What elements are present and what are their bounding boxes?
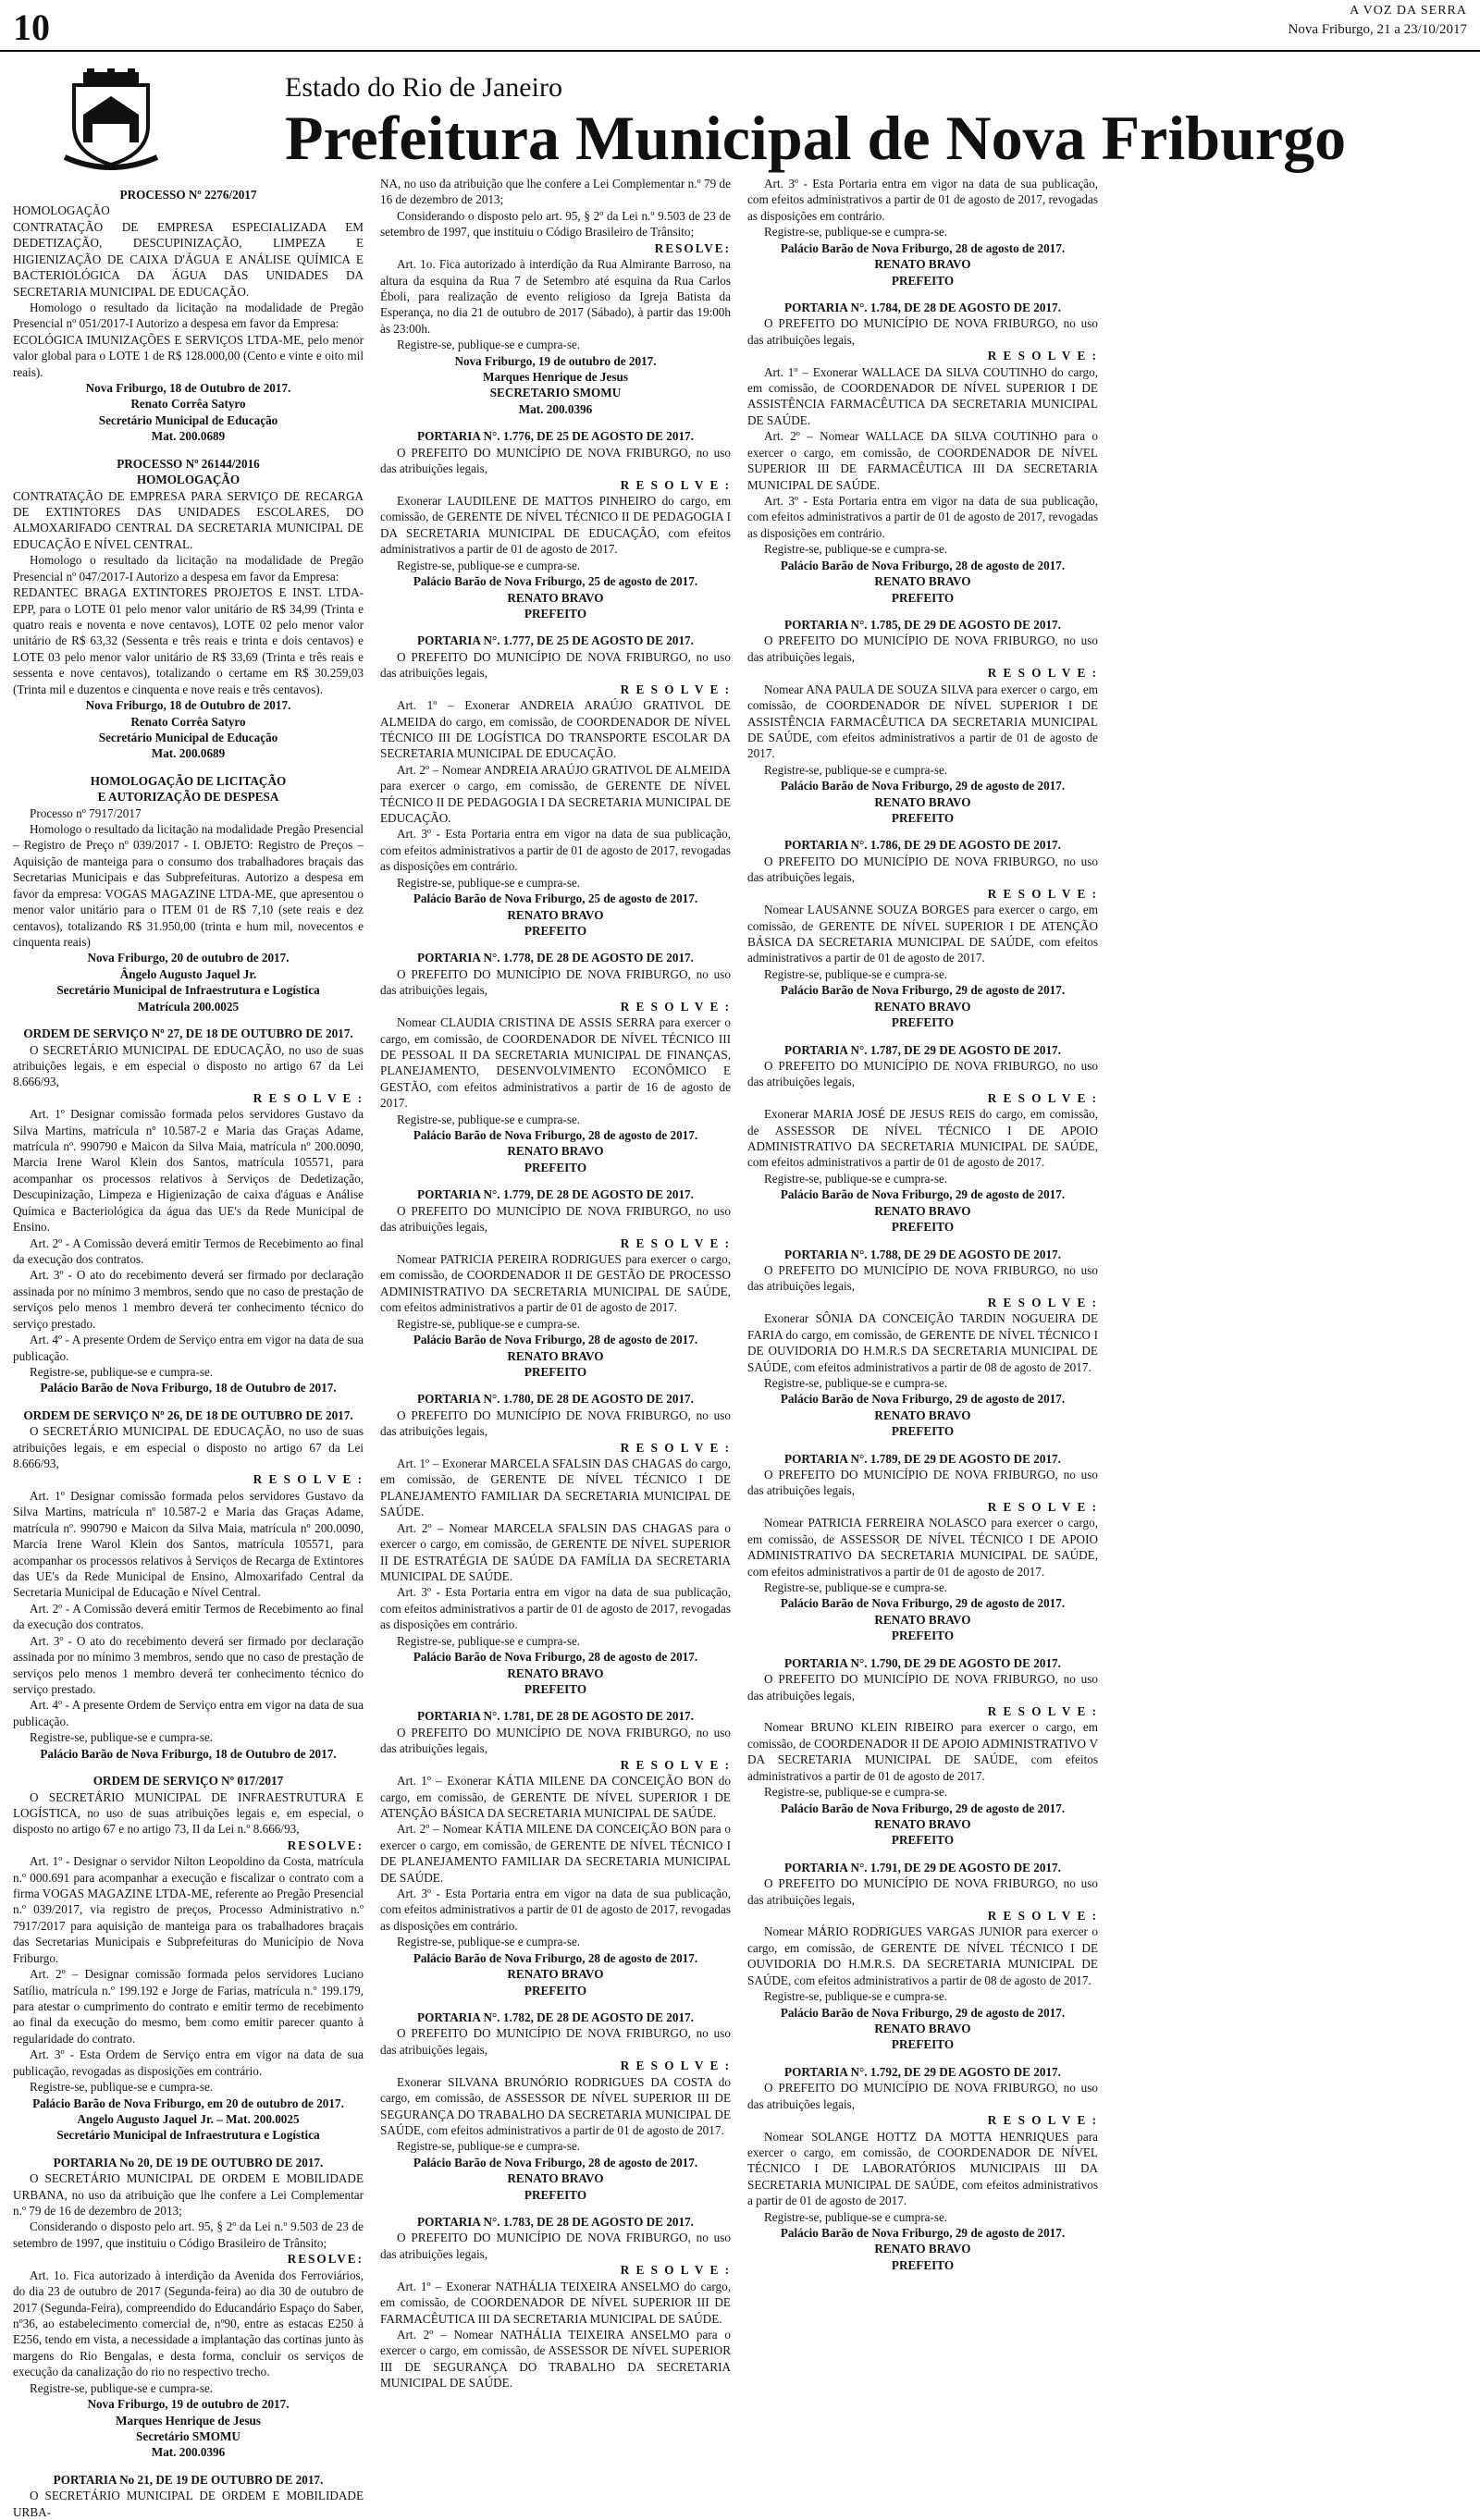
page-header	[0, 0, 1480, 52]
signature-line: RENATO BRAVO	[874, 1816, 971, 1831]
signature-line: Secretário Municipal de Educação	[98, 412, 278, 427]
section-heading: ORDEM DE SERVIÇO Nº 26, DE 18 DE OUTUBRO DE 2017.	[23, 1408, 353, 1422]
signature-line: PREFEITO	[524, 1983, 587, 1998]
section-heading: PORTARIA N°. 1.789, DE 29 DE AGOSTO DE 2017.	[784, 1451, 1061, 1466]
signature-line: PREFEITO	[524, 1681, 587, 1696]
paragraph: Art. 3º - Esta Portaria entra em vigor na data de sua publicação, com efeitos administrativos a partir de 01 de agosto de 2017, revogadas as disposições em contrário.	[380, 827, 731, 874]
resolve-line: R E S O L V E :	[987, 886, 1098, 901]
columns	[13, 176, 1467, 2519]
section-heading: PORTARIA N°. 1.784, DE 28 DE AGOSTO DE 2017.	[784, 300, 1061, 314]
paragraph: Registre-se, publique-se e cumpra-se.	[397, 875, 581, 890]
paragraph: Registre-se, publique-se e cumpra-se.	[764, 542, 948, 557]
paragraph: Art. 1º – Exonerar KÁTIA MILENE DA CONCEIÇÃO BON do cargo, em comissão, de GERENTE DE NÍVEL SUPERIOR I DE ATENÇÃO BÁSICA DA SECRETARIA MUNICIPAL DE SAÚDE.	[380, 1774, 731, 1820]
paragraph: Art. 2º – Nomear MARCELA SFALSIN DAS CHAGAS para o exercer o cargo, em comissão, de GERENTE DE NÍVEL SUPERIOR II DE ESTRATÉGIA DE SAÚDE DA FAMÍLIA DA SECRETARIA MUNICIPAL DE SAÚDE.	[380, 1520, 731, 1584]
paragraph: Nomear BRUNO KLEIN RIBEIRO para exercer o cargo, em comissão, de COORDENADOR II DE APOIO ADMINISTRATIVO V DA SECRETARIA MUNICIPAL DE SAÚDE, com efeitos administrativos a partir de 01 de agosto de 2017.	[747, 1720, 1098, 1783]
resolve-line: RESOLVE:	[287, 1838, 364, 1852]
signature-line: RENATO BRAVO	[874, 257, 971, 272]
paragraph: CONTRATAÇÃO DE EMPRESA ESPECIALIZADA EM DEDETIZAÇÃO, DESCUPINIZAÇÃO, LIMPEZA E HIGIENIZAÇÃO DE CAIXA D'ÁGUA E ANÁLISE QUÍMICA E BACTERIOLÓGICA DA ÁGUA DAS UNIDADES DA SECRETARIA MUNICIPAL DE EDUCAÇÃO.	[13, 219, 364, 299]
section-heading: PORTARIA No 21, DE 19 DE OUTUBRO DE 2017.	[53, 2472, 324, 2487]
signature-line: Palácio Barão de Nova Friburgo, 29 de agosto de 2017.	[780, 1392, 1066, 1407]
section-heading: PORTARIA N°. 1.782, DE 28 DE AGOSTO DE 2017.	[417, 2010, 694, 2024]
paragraph: Homologo o resultado da licitação na modalidade Pregão Presencial – Registro de Preço nº 039/2017 - I. OBJETO: Registro de Preços – Aquisição de manteiga para o consumo dos trabalhadores braçais das Secretarias Municipais e das Subprefeituras. Autorizo a despesa em favor da empresa: VOGAS MAGAZINE LTDA-ME, que apresentou o menor valor unitário para o ITEM 01 de R$ 7,10 (sete reais e dez centavos), totalizando R$ 31.950,00 (trinta e hum mil, novecentos e cinquenta reais)	[13, 822, 364, 949]
paragraph: Registre-se, publique-se e cumpra-se.	[764, 1989, 948, 2004]
paragraph: Art. 2º – Nomear ANDREIA ARAÚJO GRATIVOL DE ALMEIDA para exercer o cargo, em comissão, de GERENTE DE NÍVEL TÉCNICO II DE PEDAGOGIA I DA SECRETARIA MUNICIPAL DE EDUCAÇÃO.	[380, 762, 731, 826]
signature-line: PREFEITO	[524, 1160, 587, 1174]
resolve-line: R E S O L V E :	[987, 2113, 1098, 2128]
paragraph: O SECRETÁRIO MUNICIPAL DE ORDEM E MOBILIDADE URBA-	[13, 2489, 364, 2519]
paragraph: Exonerar SILVANA BRUNÓRIO RODRIGUES DA COSTA do cargo, em comissão, de ASSESSOR DE NÍVEL SUPERIOR III DE SEGURANÇA DO TRABALHO DA SECRETARIA MUNICIPAL DE SAÚDE, com efeitos administrativos a partir de 01 de agosto de 2017.	[380, 2074, 731, 2137]
paragraph: Nomear ANA PAULA DE SOUZA SILVA para exercer o cargo, em comissão, de COORDENADOR DE NÍVEL SUPERIOR I DE ASSISTÊNCIA FARMACÊUTICA DA SECRETARIA MUNICIPAL DE SAÚDE, com efeitos administrativos a partir de 01 de agosto de 2017.	[747, 682, 1098, 761]
signature-line: Palácio Barão de Nova Friburgo, 29 de agosto de 2017.	[780, 1801, 1066, 1815]
paragraph: Art. 3º - Esta Ordem de Serviço entra em vigor na data de sua publicação, revogadas as disposições em contrário.	[13, 2047, 364, 2078]
paragraph: Art. 2º – Nomear NATHÁLIA TEIXEIRA ANSELMO para o exercer o cargo, em comissão, de ASSESSOR DE NÍVEL SUPERIOR III DE SEGURANÇA DO TRABALHO DA SECRETARIA MUNICIPAL DE SAÚDE.	[380, 2328, 731, 2391]
paragraph: O PREFEITO DO MUNICÍPIO DE NOVA FRIBURGO, no uso das atribuições legais,	[747, 1468, 1098, 1498]
resolve-line: RESOLVE:	[654, 240, 731, 255]
paragraph: Registre-se, publique-se e cumpra-se.	[764, 966, 948, 981]
paragraph: O PREFEITO DO MUNICÍPIO DE NOVA FRIBURGO, no uso das atribuições legais,	[380, 1203, 731, 1235]
paragraph: Exonerar SÔNIA DA CONCEIÇÃO TARDIN NOGUEIRA DE FARIA do cargo, em comissão, de GERENTE DE NÍVEL TÉCNICO I DE OUVIDORIA DO H.M.R.S DA SECRETARIA MUNICIPAL DE SAÚDE, com efeitos administrativos a partir de 08 de agosto de 2017.	[747, 1311, 1098, 1374]
section-heading: PORTARIA N°. 1.791, DE 29 DE AGOSTO DE 2017.	[784, 1860, 1061, 1875]
section-heading: PORTARIA N°. 1.786, DE 29 DE AGOSTO DE 2017.	[784, 838, 1061, 853]
signature-line: PREFEITO	[891, 1424, 955, 1439]
signature-line: Palácio Barão de Nova Friburgo, 28 de agosto de 2017.	[413, 1333, 698, 1347]
section-heading: PORTARIA N°. 1.776, DE 25 DE AGOSTO DE 2017.	[417, 429, 694, 444]
paragraph: Exonerar MARIA JOSÉ DE JESUS REIS do cargo, em comissão, de ASSESSOR DE NÍVEL TÉCNICO I DE APOIO ADMINISTRATIVO DA SECRETARIA MUNICIPAL DE SAÚDE, com efeitos administrativos a partir de 01 de agosto de 2017.	[747, 1107, 1098, 1170]
paragraph: Considerando o disposto pelo art. 95, § 2º da Lei n.º 9.503 de 23 de setembro de 1997, que instituiu o Código Brasileiro de Trânsito;	[13, 2219, 364, 2250]
paragraph: Registre-se, publique-se e cumpra-se.	[397, 558, 581, 572]
signature-line: Nova Friburgo, 19 de outubro de 2017.	[454, 353, 657, 368]
paragraph: O PREFEITO DO MUNICÍPIO DE NOVA FRIBURGO, no uso das atribuições legais,	[380, 966, 731, 998]
signature-line: Nova Friburgo, 20 de outubro de 2017.	[87, 951, 290, 965]
resolve-line: R E S O L V E :	[620, 1235, 731, 1250]
paragraph: Art. 3º - O ato do recebimento deverá ser firmado por declaração assinada por no mínimo 3 membros, sendo que no caso de prestação de serviços pelo menos 1 membro deverá ter conhecimento técnico do serviço prestado.	[13, 1633, 364, 1696]
section-heading: PORTARIA N°. 1.783, DE 28 DE AGOSTO DE 2017.	[417, 2215, 694, 2230]
paragraph: Art. 3º - Esta Portaria entra em vigor na data de sua publicação, com efeitos administrativos a partir de 01 de agosto de 2017, revogadas as disposições em contrário.	[380, 1585, 731, 1632]
signature-line: Angelo Augusto Jaquel Jr. – Mat. 200.0025	[77, 2111, 300, 2126]
paragraph: Art. 2º – Nomear WALLACE DA SILVA COUTINHO para o exercer o cargo, em comissão, de COORDENADOR DE NÍVEL SUPERIOR III DE FARMACÊUTICA III DA SECRETARIA MUNICIPAL DE SAÚDE.	[747, 429, 1098, 492]
paragraph: Processo nº 7917/2017	[30, 805, 142, 820]
section-heading: PORTARIA N°. 1.792, DE 29 DE AGOSTO DE 2017.	[784, 2064, 1061, 2079]
column-1	[13, 176, 364, 2519]
signature-line: Palácio Barão de Nova Friburgo, 29 de agosto de 2017.	[780, 983, 1066, 998]
paragraph: O PREFEITO DO MUNICÍPIO DE NOVA FRIBURGO, no uso das atribuições legais,	[747, 2081, 1098, 2111]
signature-line: RENATO BRAVO	[874, 2242, 971, 2256]
paragraph: Art. 2º – Nomear KÁTIA MILENE DA CONCEIÇÃO BON para o exercer o cargo, em comissão, de GERENTE DE NÍVEL TÉCNICO I DE PLANEJAMENTO FAMILIAR DA SECRETARIA MUNICIPAL DE SAÚDE.	[380, 1822, 731, 1885]
paragraph: O SECRETÁRIO MUNICIPAL DE INFRAESTRUTURA E LOGÍSTICA, no uso de suas atribuições legais e, em especial, o disposto no artigo 67 e no artigo 73, II da Lei n.º 8.666/93,	[13, 1789, 364, 1837]
signature-line: RENATO BRAVO	[874, 794, 971, 809]
paragraph: Nomear PATRICIA FERREIRA NOLASCO para exercer o cargo, em comissão, de ASSESSOR DE NÍVEL TÉCNICO I DE APOIO ADMINISTRATIVO DA SECRETARIA MUNICIPAL DE SAÚDE, com efeitos administrativos a partir de 01 de agosto de 2017.	[747, 1516, 1098, 1579]
paragraph: HOMOLOGAÇÃO	[13, 203, 110, 218]
resolve-line: R E S O L V E :	[253, 1090, 364, 1105]
column-3	[747, 176, 1098, 2395]
signature-line: Secretário SMOMU	[136, 2428, 240, 2443]
resolve-line: R E S O L V E :	[987, 666, 1098, 681]
paragraph: Art. 3º - Esta Portaria entra em vigor na data de sua publicação, com efeitos administrativos a partir de 01 de agosto de 2017, revogadas as disposições em contrário.	[747, 177, 1098, 223]
paragraph: Considerando o disposto pelo art. 95, § 2º da Lei n.º 9.503 de 23 de setembro de 1997, que instituiu o Código Brasileiro de Trânsito;	[380, 208, 731, 240]
paragraph: Registre-se, publique-se e cumpra-se.	[30, 2380, 214, 2395]
paragraph: O SECRETÁRIO MUNICIPAL DE EDUCAÇÃO, no uso de suas atribuições legais, e em especial o disposto no artigo 67 da Lei 8.666/93,	[13, 1424, 364, 1471]
signature-line: Palácio Barão de Nova Friburgo, em 20 de outubro de 2017.	[32, 2096, 344, 2110]
paragraph: Art. 1o. Fica autorizado à interdição da Avenida dos Ferroviários, do dia 23 de outubro de 2017 (Segunda-feira) ao dia 30 de outubro de 2017 (Segunda-Feira), compreendido do Educandário Espaço do Saber, nº36, ao estabelecimento comercial de, nº90, entre as estacas E250 à E256, tendo em vista, a necessidade a implantação das cortinas junto às margens do Rio Bengalas, e desta forma, concluir os serviços de execução da canalização do rio no respectivo trecho.	[13, 2268, 364, 2379]
signature-line: PREFEITO	[891, 273, 955, 288]
column-2	[380, 176, 731, 2395]
signature-line: RENATO BRAVO	[874, 999, 971, 1014]
resolve-line: R E S O L V E :	[620, 2263, 731, 2278]
masthead-title: Prefeitura Municipal de Nova Friburgo	[285, 103, 1347, 173]
paragraph: Art. 1º – Exonerar WALLACE DA SILVA COUTINHO do cargo, em comissão, de COORDENADOR DE NÍVEL SUPERIOR I DE ASSISTÊNCIA FARMACÊUTICA DA SECRETARIA MUNICIPAL DE SAÚDE.	[747, 364, 1098, 427]
paragraph: O PREFEITO DO MUNICÍPIO DE NOVA FRIBURGO, no uso das atribuições legais,	[747, 1058, 1098, 1089]
paragraph: Art. 4º - A presente Ordem de Serviço entra em vigor na data de sua publicação.	[13, 1333, 364, 1363]
signature-line: PREFEITO	[891, 1015, 955, 1030]
signature-line: RENATO BRAVO	[874, 1612, 971, 1627]
signature-line: RENATO BRAVO	[507, 1666, 604, 1680]
section-heading: PORTARIA N°. 1.779, DE 28 DE AGOSTO DE 2017.	[417, 1187, 694, 1202]
signature-line: Mat. 200.0689	[151, 746, 226, 761]
signature-line: Palácio Barão de Nova Friburgo, 28 de agosto de 2017.	[780, 240, 1066, 255]
resolve-line: R E S O L V E :	[987, 1295, 1098, 1309]
signature-line: Palácio Barão de Nova Friburgo, 28 de agosto de 2017.	[413, 2155, 698, 2170]
signature-line: PREFEITO	[891, 2257, 955, 2272]
resolve-line: R E S O L V E :	[620, 999, 731, 1014]
paragraph: Registre-se, publique-se e cumpra-se.	[764, 762, 948, 777]
paragraph: Nomear CLAUDIA CRISTINA DE ASSIS SERRA para exercer o cargo, em comissão, de COORDENADOR DE NÍVEL TÉCNICO III DE PESSOAL II DA SECRETARIA MUNICIPAL DE FINANÇAS, PLANEJAMENTO, DESENVOLVIMENTO ECONÔMICO E GESTÃO, com efeitos administrativos a partir de 16 de agosto de 2017.	[380, 1015, 731, 1111]
section-heading: PORTARIA N°. 1.781, DE 28 DE AGOSTO DE 2017.	[417, 1709, 694, 1724]
paragraph: O PREFEITO DO MUNICÍPIO DE NOVA FRIBURGO, no uso das atribuições legais,	[747, 633, 1098, 664]
signature-line: PREFEITO	[524, 1364, 587, 1379]
paragraph: O PREFEITO DO MUNICÍPIO DE NOVA FRIBURGO, no uso das atribuições legais,	[380, 1725, 731, 1756]
resolve-line: R E S O L V E :	[620, 1757, 731, 1772]
signature-line: Palácio Barão de Nova Friburgo, 28 de agosto de 2017.	[413, 1128, 698, 1143]
paragraph: Registre-se, publique-se e cumpra-se.	[30, 2080, 214, 2095]
page-number: 10	[13, 6, 50, 48]
signature-line: E AUTORIZAÇÃO DE DESPESA	[97, 790, 279, 805]
paragraph: O PREFEITO DO MUNICÍPIO DE NOVA FRIBURGO, no uso das atribuições legais,	[747, 1876, 1098, 1907]
resolve-line: R E S O L V E :	[253, 1472, 364, 1487]
paragraph: Registre-se, publique-se e cumpra-se.	[764, 225, 948, 240]
paragraph: Art. 1º – Exonerar ANDREIA ARAÚJO GRATIVOL DE ALMEIDA do cargo, em comissão, de COORDENADOR DE NÍVEL TÉCNICO III DE LOGÍSTICA DO TRANSPORTE ESCOLAR DA SECRETARIA MUNICIPAL DE EDUCAÇÃO.	[380, 698, 731, 761]
paragraph: Registre-se, publique-se e cumpra-se.	[764, 1375, 948, 1390]
paragraph: Registre-se, publique-se e cumpra-se.	[397, 1112, 581, 1126]
signature-line: PREFEITO	[891, 2037, 955, 2052]
signature-line: PREFEITO	[524, 2187, 587, 2202]
section-heading: PORTARIA N°. 1.777, DE 25 DE AGOSTO DE 2017.	[417, 633, 694, 648]
resolve-line: R E S O L V E :	[620, 682, 731, 696]
signature-line: Palácio Barão de Nova Friburgo, 29 de agosto de 2017.	[780, 1187, 1066, 1202]
signature-line: Palácio Barão de Nova Friburgo, 25 de agosto de 2017.	[413, 574, 698, 589]
paragraph: O PREFEITO DO MUNICÍPIO DE NOVA FRIBURGO, no uso das atribuições legais,	[380, 1408, 731, 1439]
paragraph: Registre-se, publique-se e cumpra-se.	[764, 2209, 948, 2224]
paragraph: Art. 4º - A presente Ordem de Serviço entra em vigor na data de sua publicação.	[13, 1698, 364, 1728]
signature-line: Nova Friburgo, 18 de Outubro de 2017.	[85, 381, 291, 396]
signature-line: Secretário Municipal de Educação	[98, 730, 278, 744]
signature-line: PREFEITO	[891, 1833, 955, 1848]
signature-line: Nova Friburgo, 18 de Outubro de 2017.	[85, 698, 291, 713]
paragraph: Registre-se, publique-se e cumpra-se.	[764, 1580, 948, 1595]
paragraph: O PREFEITO DO MUNICÍPIO DE NOVA FRIBURGO, no uso das atribuições legais,	[747, 316, 1098, 347]
dateline: Nova Friburgo, 21 a 23/10/2017	[1288, 22, 1467, 37]
paragraph: Art. 3º - Esta Portaria entra em vigor na data de sua publicação, com efeitos administrativos a partir de 01 de agosto de 2017, revogadas as disposições em contrário.	[380, 1887, 731, 1933]
signature-line: HOMOLOGAÇÃO	[136, 473, 240, 487]
signature-line: RENATO BRAVO	[507, 1144, 604, 1159]
paragraph: Registre-se, publique-se e cumpra-se.	[30, 1364, 214, 1379]
paragraph: Registre-se, publique-se e cumpra-se.	[397, 1633, 581, 1648]
section-heading: PORTARIA N°. 1.780, DE 28 DE AGOSTO DE 2017.	[417, 1392, 694, 1407]
signature-line: Mat. 200.0689	[151, 429, 226, 444]
signature-line: Renato Corrêa Satyro	[130, 397, 246, 412]
state-name: Estado do Rio de Janeiro	[285, 72, 562, 103]
paragraph: Art. 1º – Exonerar MARCELA SFALSIN DAS CHAGAS do cargo, em comissão, de GERENTE DE NÍVEL TÉCNICO I DE PLANEJAMENTO FAMILIAR DA SECRETARIA MUNICIPAL DE SAÚDE.	[380, 1457, 731, 1519]
paragraph: NA, no uso da atribuição que lhe confere a Lei Complementar n.º 79 de 16 de dezembro de 2013;	[380, 177, 731, 207]
signature-line: Palácio Barão de Nova Friburgo, 29 de agosto de 2017.	[780, 2005, 1066, 2020]
signature-line: Palácio Barão de Nova Friburgo, 18 de Outubro de 2017.	[40, 1746, 337, 1761]
signature-line: RENATO BRAVO	[874, 1408, 971, 1422]
signature-line: Ângelo Augusto Jaquel Jr.	[119, 966, 257, 981]
resolve-line: R E S O L V E :	[987, 349, 1098, 363]
resolve-line: R E S O L V E :	[620, 2059, 731, 2073]
resolve-line: R E S O L V E :	[987, 1909, 1098, 1924]
signature-line: Marques Henrique de Jesus	[116, 2413, 261, 2428]
paragraph: O PREFEITO DO MUNICÍPIO DE NOVA FRIBURGO, no uso das atribuições legais,	[380, 445, 731, 476]
paragraph: Homologo o resultado da licitação na modalidade de Pregão Presencial nº 051/2017-I Autorizo a despesa em favor da Empresa:	[13, 300, 364, 331]
masthead	[185, 68, 1388, 173]
paragraph: CONTRATAÇÃO DE EMPRESA PARA SERVIÇO DE RECARGA DE EXTINTORES DAS UNIDADES ESCOLARES, DO ALMOXARIFADO CENTRAL DA SECRETARIA MUNICIPAL DE EDUCAÇÃO E NÍVEL CENTRAL.	[13, 488, 364, 551]
paragraph: O PREFEITO DO MUNICÍPIO DE NOVA FRIBURGO, no uso das atribuições legais,	[380, 649, 731, 681]
paragraph: Registre-se, publique-se e cumpra-se.	[397, 2139, 581, 2154]
signature-line: PREFEITO	[524, 606, 587, 621]
section-heading: PORTARIA N°. 1.787, DE 29 DE AGOSTO DE 2017.	[784, 1042, 1061, 1057]
signature-line: RENATO BRAVO	[874, 2021, 971, 2035]
paragraph: Registre-se, publique-se e cumpra-se.	[30, 1730, 214, 1745]
signature-line: RENATO BRAVO	[507, 1967, 604, 1982]
signature-line: Marques Henrique de Jesus	[483, 370, 628, 385]
paragraph: Nomear MÁRIO RODRIGUES VARGAS JUNIOR para exercer o cargo, em comissão, de GERENTE DE NÍVEL TÉCNICO I DE OUVIDORIA DO H.M.R.S. DA SECRETARIA MUNICIPAL DE SAÚDE, com efeitos administrativos a partir de 08 de agosto de 2017.	[747, 1924, 1098, 1987]
signature-line: RENATO BRAVO	[507, 1348, 604, 1363]
signature-line: RENATO BRAVO	[507, 2171, 604, 2186]
signature-line: Palácio Barão de Nova Friburgo, 28 de agosto de 2017.	[780, 558, 1066, 572]
newspaper-name: A VOZ DA SERRA	[1350, 4, 1467, 18]
signature-line: Palácio Barão de Nova Friburgo, 28 de agosto de 2017.	[413, 1950, 698, 1965]
signature-line: PREFEITO	[891, 1629, 955, 1643]
paragraph: Registre-se, publique-se e cumpra-se.	[397, 1316, 581, 1331]
paragraph: Registre-se, publique-se e cumpra-se.	[397, 338, 581, 352]
paragraph: Nomear SOLANGE HOTTZ DA MOTTA HENRIQUES para exercer o cargo, em comissão, de COORDENADOR DE NÍVEL TÉCNICO I DE LABORATÓRIOS MUNICIPAIS III DA SECRETARIA MUNICIPAL DE SAÚDE, com efeitos administrativos a partir de 01 de agosto de 2017.	[747, 2129, 1098, 2208]
paragraph: Art. 2º - A Comissão deverá emitir Termos de Recebimento ao final da execução dos contratos.	[13, 1235, 364, 1266]
signature-line: Palácio Barão de Nova Friburgo, 29 de agosto de 2017.	[780, 779, 1066, 793]
signature-line: PREFEITO	[891, 1220, 955, 1235]
paragraph: ECOLÓGICA IMUNIZAÇÕES E SERVIÇOS LTDA-ME, pelo menor valor global para o LOTE 1 de R$ 128.000,00 (Cento e vinte e oito mil reais).	[13, 332, 364, 379]
signature-line: PREFEITO	[524, 923, 587, 938]
signature-line: RENATO BRAVO	[874, 1203, 971, 1218]
coat-of-arms-icon	[56, 68, 166, 170]
paragraph: Nomear LAUSANNE SOUZA BORGES para exercer o cargo, em comissão, de GERENTE DE NÍVEL SUPERIOR I DE ATENÇÃO BÁSICA DA SECRETARIA MUNICIPAL DE SAÚDE, com efeitos administrativos a partir de 01 de agosto de 2017.	[747, 903, 1098, 965]
signature-line: Mat. 200.0396	[518, 401, 593, 416]
signature-line: Secretário Municipal de Infraestrutura e Logística	[56, 983, 320, 998]
paragraph: Art. 2º - A Comissão deverá emitir Termos de Recebimento ao final da execução dos contratos.	[13, 1601, 364, 1632]
resolve-line: R E S O L V E :	[620, 1440, 731, 1455]
section-heading: PROCESSO Nº 2276/2017	[119, 188, 257, 202]
paragraph: Nomear PATRICIA PEREIRA RODRIGUES para exercer o cargo, em comissão, de COORDENADOR II DE GESTÃO DE PROCESSO ADMINISTRATIVO DA SECRETARIA MUNICIPAL DE SAÚDE, com efeitos administrativos a partir de 01 de agosto de 2017.	[380, 1252, 731, 1315]
section-heading: PORTARIA No 20, DE 19 DE OUTUBRO DE 2017.	[53, 2155, 324, 2170]
section-heading: PORTARIA N°. 1.788, DE 29 DE AGOSTO DE 2017.	[784, 1247, 1061, 1261]
resolve-line: R E S O L V E :	[987, 1703, 1098, 1718]
section-heading: HOMOLOGAÇÃO DE LICITAÇÃO	[90, 773, 287, 788]
resolve-line: R E S O L V E :	[620, 477, 731, 492]
signature-line: SECRETARIO SMOMU	[489, 386, 622, 400]
paragraph: Exonerar LAUDILENE DE MATTOS PINHEIRO do cargo, em comissão, de GERENTE DE NÍVEL TÉCNICO II DE PEDAGOGIA I DA SECRETARIA MUNICIPAL DE EDUCAÇÃO, com efeitos administrativos a partir de 01 de agosto de 2017.	[380, 494, 731, 557]
paragraph: O SECRETÁRIO MUNICIPAL DE ORDEM E MOBILIDADE URBANA, no uso da atribuição que lhe confere a Lei Complementar n.º 79 de 16 de dezembro de 2013;	[13, 2171, 364, 2219]
paragraph: Art. 2º – Designar comissão formada pelos servidores Luciano Satílio, matrícula n.º 199.192 e Jorge de Farias, matrícula n.º 199.179, para atestar o cumprimento do contrato e emitir termo de recebimento ao final da execução do mesmo, bem como emitir parecer quanto à regularidade do contrato.	[13, 1967, 364, 2046]
signature-line: Renato Corrêa Satyro	[130, 714, 246, 729]
section-heading: ORDEM DE SERVIÇO Nº 017/2017	[92, 1774, 284, 1789]
signature-line: PREFEITO	[891, 811, 955, 826]
paragraph: O PREFEITO DO MUNICÍPIO DE NOVA FRIBURGO, no uso das atribuições legais,	[747, 1263, 1098, 1294]
section-heading: ORDEM DE SERVIÇO Nº 27, DE 18 DE OUTUBRO DE 2017.	[23, 1026, 353, 1041]
signature-line: Palácio Barão de Nova Friburgo, 29 de agosto de 2017.	[780, 2226, 1066, 2241]
section-heading: PORTARIA N°. 1.778, DE 28 DE AGOSTO DE 2017.	[417, 951, 694, 965]
paragraph: Art. 1º – Exonerar NATHÁLIA TEIXEIRA ANSELMO do cargo, em comissão, de COORDENADOR DE NÍVEL SUPERIOR III DE FARMACÊUTICA III DA SECRETARIA MUNICIPAL DE SAÚDE.	[380, 2279, 731, 2326]
signature-line: RENATO BRAVO	[507, 907, 604, 922]
resolve-line: R E S O L V E :	[987, 1499, 1098, 1514]
signature-line: Palácio Barão de Nova Friburgo, 18 de Outubro de 2017.	[40, 1381, 337, 1395]
section-heading: PORTARIA N°. 1.790, DE 29 DE AGOSTO DE 2017.	[784, 1655, 1061, 1670]
signature-line: Matrícula 200.0025	[137, 999, 240, 1014]
signature-line: RENATO BRAVO	[507, 590, 604, 605]
paragraph: Registre-se, publique-se e cumpra-se.	[764, 1171, 948, 1186]
paragraph: Homologo o resultado da licitação na modalidade de Pregão Presencial nº 047/2017-I Autorizo a despesa em favor da Empresa:	[13, 553, 364, 584]
signature-line: Mat. 200.0396	[151, 2445, 226, 2460]
paragraph: Art. 3º - Esta Portaria entra em vigor na data de sua publicação, com efeitos administrativos a partir de 01 de agosto de 2017, revogadas as disposições em contrário.	[747, 494, 1098, 540]
signature-line: Nova Friburgo, 19 de outubro de 2017.	[87, 2397, 290, 2412]
paragraph: Registre-se, publique-se e cumpra-se.	[764, 1785, 948, 1800]
paragraph: Art. 3º - O ato do recebimento deverá ser firmado por declaração assinada por no mínimo 3 membros, sendo que no caso de prestação de serviços pelo menos 1 membro deverá ter conhecimento técnico do serviço prestado.	[13, 1268, 364, 1331]
paragraph: O PREFEITO DO MUNICÍPIO DE NOVA FRIBURGO, no uso das atribuições legais,	[747, 854, 1098, 885]
paragraph: O PREFEITO DO MUNICÍPIO DE NOVA FRIBURGO, no uso das atribuições legais,	[747, 1672, 1098, 1703]
paragraph: O PREFEITO DO MUNICÍPIO DE NOVA FRIBURGO, no uso das atribuições legais,	[380, 2231, 731, 2261]
paragraph: REDANTEC BRAGA EXTINTORES PROJETOS E INST. LTDA-EPP, para o LOTE 01 pelo menor valor unitário de R$ 34,99 (Trinta e quatro reais e noventa e nove centavos), LOTE 02 pelo menor valor unitário de R$ 63,32 (Sessenta e três reais e trinta e dois centavos) e LOTE 03 pelo menor valor unitário de R$ 33,69 (Trinta e três reais e sessenta e nove centavos), totalizando o certame em R$ 30.259,03 (Trinta mil e duzentos e cinquenta e nove reais e três centavos).	[13, 585, 364, 696]
section-heading: PORTARIA N°. 1.785, DE 29 DE AGOSTO DE 2017.	[784, 617, 1061, 632]
paragraph: Art. 1º Designar comissão formada pelos servidores Gustavo da Silva Martins, matrícula nº 10.587-2 e Maria das Graças Adame, matrícula nº. 990790 e Maicon da Silva Maia, matrícula nº 200.0090, Marcia Irene Warol Klein dos Santos, matrícula 105571, para acompanhar os processos relativos à Serviços de Dedetização, Descupinização, Limpeza e Higienização de caixa d'águas e Análise Química e Bacteriológica da água das UE's da Rede Municipal de Ensino.	[13, 1107, 364, 1235]
paragraph: O SECRETÁRIO MUNICIPAL DE EDUCAÇÃO, no uso de suas atribuições legais, e em especial o disposto no artigo 67 da Lei 8.666/93,	[13, 1042, 364, 1089]
resolve-line: RESOLVE:	[287, 2252, 364, 2267]
paragraph: O PREFEITO DO MUNICÍPIO DE NOVA FRIBURGO, no uso das atribuições legais,	[380, 2026, 731, 2057]
paragraph: Art. 1º - Designar o servidor Nilton Leopoldino da Costa, matrícula n.º 000.691 para acompanhar a execução e fiscalizar o contrato com a firma VOGAS MAGAZINE LTDA-ME, referente ao Pregão Presencial n.º 039/2017, via registro de preços, Processo Administrativo n.º 7917/2017 para aquisição de manteiga para os trabalhadores braçais das Secretarias Municipais e Subprefeituras do Município de Nova Friburgo.	[13, 1854, 364, 1965]
signature-line: Palácio Barão de Nova Friburgo, 25 de agosto de 2017.	[413, 891, 698, 906]
section-heading: PROCESSO Nº 26144/2016	[117, 456, 260, 471]
signature-line: RENATO BRAVO	[874, 574, 971, 589]
signature-line: PREFEITO	[891, 590, 955, 605]
signature-line: Secretário Municipal de Infraestrutura e Logística	[56, 2128, 320, 2143]
paragraph: Art. 1º Designar comissão formada pelos servidores Gustavo da Silva Martins, matrícula nº 10.587-2 e Maria das Graças Adame, matrícula nº. 990790 e Maicon da Silva Maia, matrícula nº 200.0090, Marcia Irene Warol Klein dos Santos, matrícula 105571, para acompanhar os processos relativos à Serviços de Recarga de Extintores das UE's da Rede Municipal de Ensino, Almoxarifado Central da Secretaria Municipal de Educação e Nível Central.	[13, 1488, 364, 1600]
paragraph: Art. 1o. Fica autorizado à interdição da Rua Almirante Barroso, na altura da esquina da Rua 7 de Setembro até esquina da Rua Carlos Éboli, para realização de evento religioso da Igreja Batista da Esperança, no dia 21 de outubro de 2017 (Sábado), à partir das 19:00h às 23:00h.	[380, 257, 731, 336]
paragraph: Registre-se, publique-se e cumpra-se.	[397, 1935, 581, 1949]
signature-line: Palácio Barão de Nova Friburgo, 29 de agosto de 2017.	[780, 1596, 1066, 1611]
resolve-line: R E S O L V E :	[987, 1090, 1098, 1105]
signature-line: Palácio Barão de Nova Friburgo, 28 de agosto de 2017.	[413, 1650, 698, 1665]
